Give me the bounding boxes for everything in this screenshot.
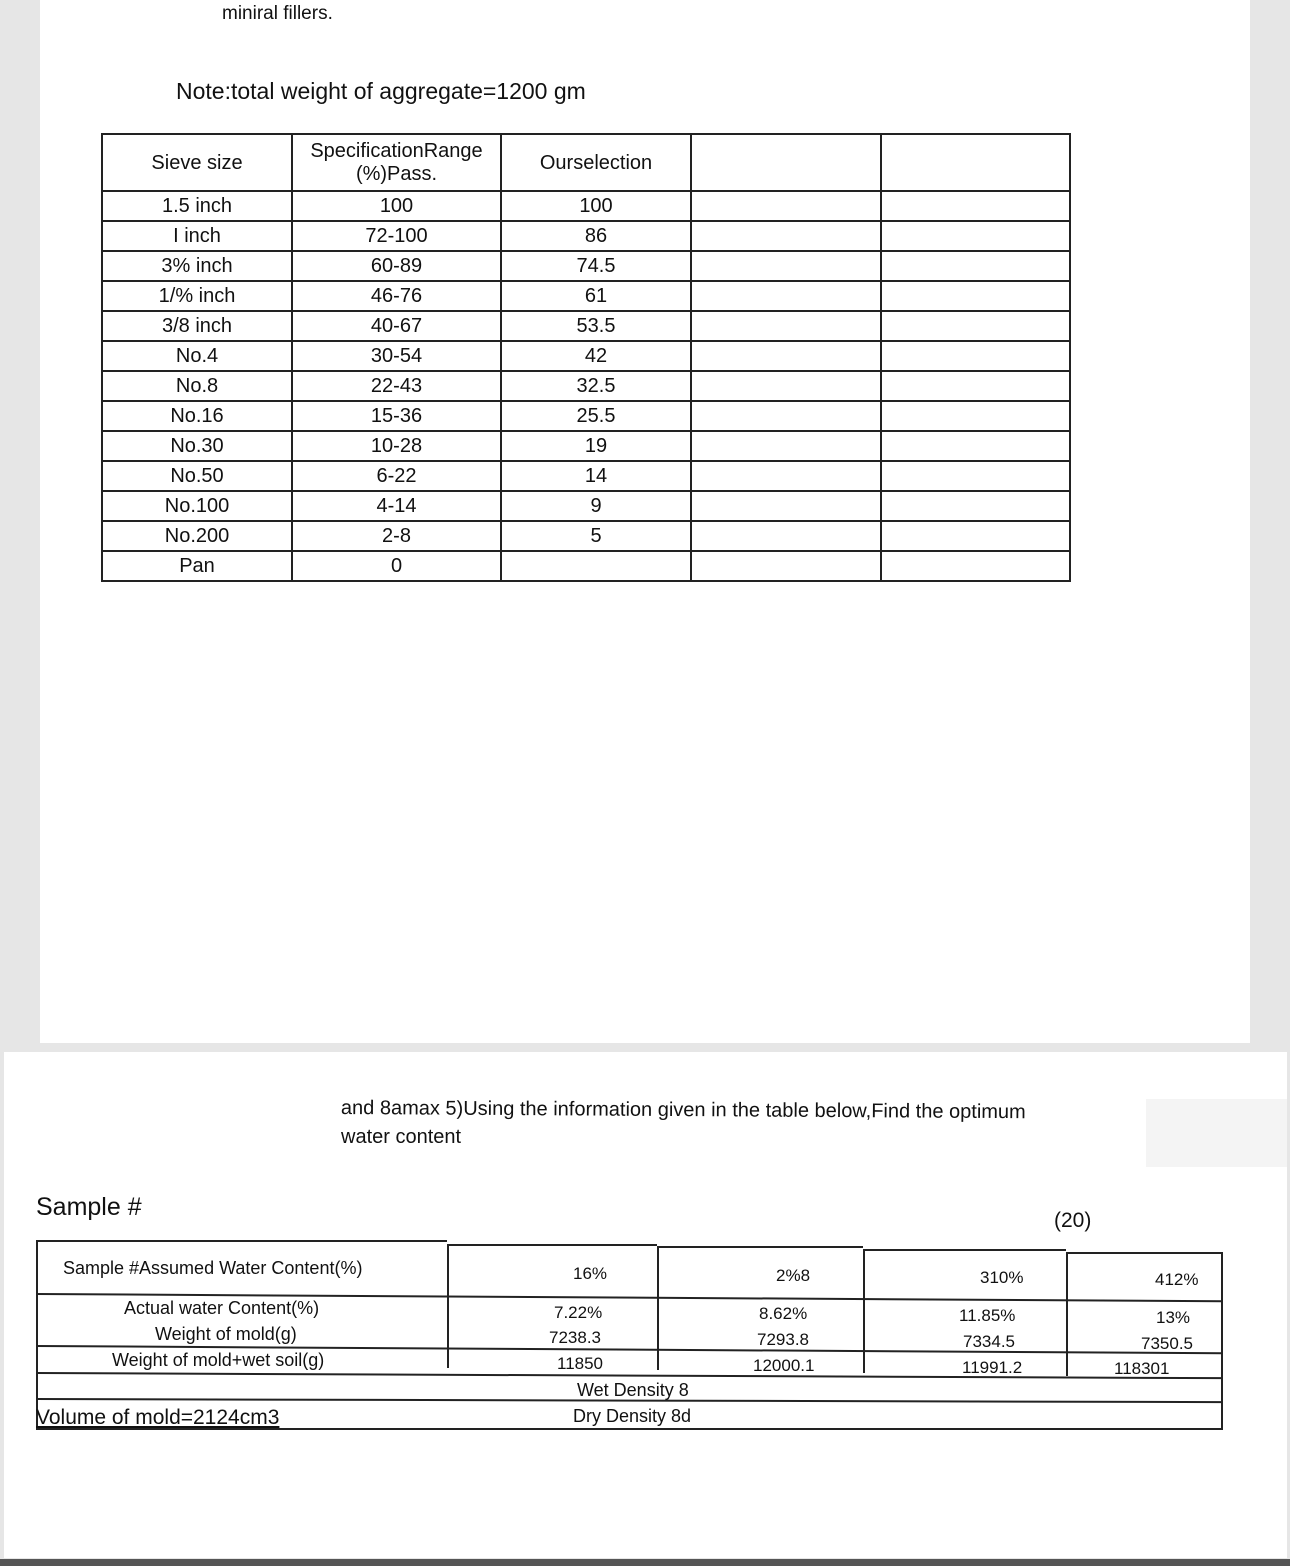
- empty-cell-4: [691, 491, 881, 521]
- our-selection-cell: [501, 551, 691, 581]
- our-selection-cell: 42: [501, 341, 691, 371]
- empty-cell-5: [881, 491, 1070, 521]
- sieve-table-row: [102, 521, 1070, 551]
- spec-range-cell: 15-36: [292, 401, 501, 431]
- sieve-table-row: [102, 311, 1070, 341]
- our-selection-cell: 5: [501, 521, 691, 551]
- empty-cell-4: [691, 521, 881, 551]
- header-spec-line2: (%)Pass.: [355, 162, 438, 185]
- empty-cell-5: [881, 371, 1070, 401]
- row-actual-water-value-3: 11.85%: [959, 1306, 1016, 1325]
- empty-cell-5: [881, 401, 1070, 431]
- sieve-size-cell: No.100: [102, 491, 292, 521]
- our-selection-cell: 86: [501, 221, 691, 251]
- empty-cell-4: [691, 341, 881, 371]
- sieve-table-row: [102, 281, 1070, 311]
- empty-cell-4: [691, 221, 881, 251]
- spec-range-cell: 72-100: [292, 221, 501, 251]
- header-sieve-size: Sieve size: [102, 134, 292, 191]
- density-header-value-2: 2%8: [776, 1266, 811, 1285]
- our-selection-cell: 74.5: [501, 251, 691, 281]
- row-mold-weight-value-4: 7350.5: [1141, 1334, 1193, 1353]
- sieve-size-cell: 1.5 inch: [102, 191, 292, 221]
- wet-density-label: Wet Density 8: [577, 1380, 689, 1400]
- spec-range-cell: 0: [292, 551, 501, 581]
- header-specification-range: [292, 134, 501, 191]
- pasted-patch: [1146, 1099, 1287, 1167]
- sieve-table-row: [102, 461, 1070, 491]
- row-mold-weight-value-2: 7293.8: [757, 1330, 809, 1349]
- row-actual-water-label: Actual water Content(%): [124, 1298, 320, 1318]
- spec-range-cell: 30-54: [292, 341, 501, 371]
- dry-density-label: Dry Density 8d: [573, 1406, 692, 1426]
- top-text-fragment: miniral fillers.: [222, 3, 333, 24]
- spec-range-cell: 46-76: [292, 281, 501, 311]
- sieve-table-row: [102, 491, 1070, 521]
- spec-range-cell: 4-14: [292, 491, 501, 521]
- density-header-value-3: 310%: [980, 1268, 1024, 1287]
- row-mold-wet-soil-value-4: 118301: [1114, 1359, 1170, 1378]
- document-page-2: [4, 1052, 1287, 1558]
- empty-cell-5: [881, 311, 1070, 341]
- sieve-table-row: [102, 191, 1070, 221]
- sieve-size-cell: No.30: [102, 431, 292, 461]
- our-selection-cell: 32.5: [501, 371, 691, 401]
- empty-cell-4: [691, 461, 881, 491]
- our-selection-cell: 9: [501, 491, 691, 521]
- row-mold-wet-soil-value-2: 12000.1: [753, 1356, 815, 1375]
- our-selection-cell: 19: [501, 431, 691, 461]
- compaction-data-table: [4, 1052, 1287, 1558]
- density-header-value-1: 16%: [573, 1264, 608, 1283]
- bottom-edge-bar: [0, 1559, 1290, 1566]
- spec-range-cell: 40-67: [292, 311, 501, 341]
- sieve-size-cell: Pan: [102, 551, 292, 581]
- empty-cell-4: [691, 551, 881, 581]
- header-empty-col4: [691, 134, 881, 191]
- marks-label: (20): [1054, 1209, 1092, 1232]
- empty-cell-4: [691, 401, 881, 431]
- empty-cell-5: [881, 221, 1070, 251]
- empty-cell-5: [881, 191, 1070, 221]
- sieve-size-cell: No.16: [102, 401, 292, 431]
- empty-cell-5: [881, 551, 1070, 581]
- empty-cell-4: [691, 251, 881, 281]
- sieve-size-cell: No.200: [102, 521, 292, 551]
- sieve-size-cell: No.50: [102, 461, 292, 491]
- sieve-table-row: [102, 551, 1070, 581]
- empty-cell-4: [691, 371, 881, 401]
- sample-label: Sample #: [36, 1193, 142, 1221]
- empty-cell-4: [691, 431, 881, 461]
- sieve-table-row: [102, 341, 1070, 371]
- question-line-2: water content: [341, 1126, 462, 1148]
- spec-range-cell: 6-22: [292, 461, 501, 491]
- question-line-1: and 8amax 5)Using the information given in the table below,Find the optimum: [340, 1097, 1026, 1124]
- our-selection-cell: 14: [501, 461, 691, 491]
- sieve-size-cell: 3/8 inch: [102, 311, 292, 341]
- spec-range-cell: 60-89: [292, 251, 501, 281]
- sieve-size-cell: 3% inch: [102, 251, 292, 281]
- row-actual-water-value-1: 7.22%: [554, 1303, 603, 1322]
- sieve-table-row: [102, 431, 1070, 461]
- spec-range-cell: 2-8: [292, 521, 501, 551]
- empty-cell-5: [881, 521, 1070, 551]
- sieve-analysis-table: [101, 133, 1071, 582]
- row-actual-water-value-4: 13%: [1156, 1308, 1191, 1327]
- empty-cell-4: [691, 191, 881, 221]
- row-actual-water-value-2: 8.62%: [759, 1304, 808, 1323]
- our-selection-cell: 61: [501, 281, 691, 311]
- our-selection-cell: 25.5: [501, 401, 691, 431]
- our-selection-cell: 100: [501, 191, 691, 221]
- row-mold-wet-soil-value-1: 11850: [557, 1354, 604, 1373]
- spec-range-cell: 100: [292, 191, 501, 221]
- spec-range-cell: 10-28: [292, 431, 501, 461]
- empty-cell-5: [881, 461, 1070, 491]
- empty-cell-5: [881, 341, 1070, 371]
- document-page-1: [40, 0, 1250, 1043]
- empty-cell-4: [691, 311, 881, 341]
- empty-cell-4: [691, 281, 881, 311]
- empty-cell-5: [881, 431, 1070, 461]
- sieve-size-cell: No.4: [102, 341, 292, 371]
- volume-of-mold-label: Volume of mold=2124cm3: [36, 1406, 280, 1429]
- row-mold-weight-value-1: 7238.3: [549, 1328, 601, 1347]
- empty-cell-5: [881, 281, 1070, 311]
- header-our-selection: Ourselection: [501, 134, 691, 191]
- sieve-size-cell: I inch: [102, 221, 292, 251]
- header-spec-line1: SpecificationRange: [310, 139, 483, 162]
- sieve-table-header-row: [102, 134, 1070, 191]
- sieve-size-cell: No.8: [102, 371, 292, 401]
- density-header-value-4: 412%: [1155, 1270, 1199, 1289]
- spec-range-cell: 22-43: [292, 371, 501, 401]
- density-header-label: Sample #Assumed Water Content(%): [63, 1258, 363, 1278]
- sieve-size-cell: 1/% inch: [102, 281, 292, 311]
- our-selection-cell: 53.5: [501, 311, 691, 341]
- sieve-table-row: [102, 401, 1070, 431]
- empty-cell-5: [881, 251, 1070, 281]
- header-empty-col5: [881, 134, 1070, 191]
- row-mold-wet-soil-value-3: 11991.2: [962, 1358, 1023, 1377]
- sieve-table-row: [102, 251, 1070, 281]
- aggregate-weight-note: Note:total weight of aggregate=1200 gm: [176, 78, 586, 104]
- row-mold-weight-label: Weight of mold(g): [155, 1324, 297, 1344]
- sieve-table-row: [102, 221, 1070, 251]
- row-mold-wet-soil-label: Weight of mold+wet soil(g): [112, 1350, 325, 1370]
- sieve-table-row: [102, 371, 1070, 401]
- row-mold-weight-value-3: 7334.5: [963, 1332, 1015, 1351]
